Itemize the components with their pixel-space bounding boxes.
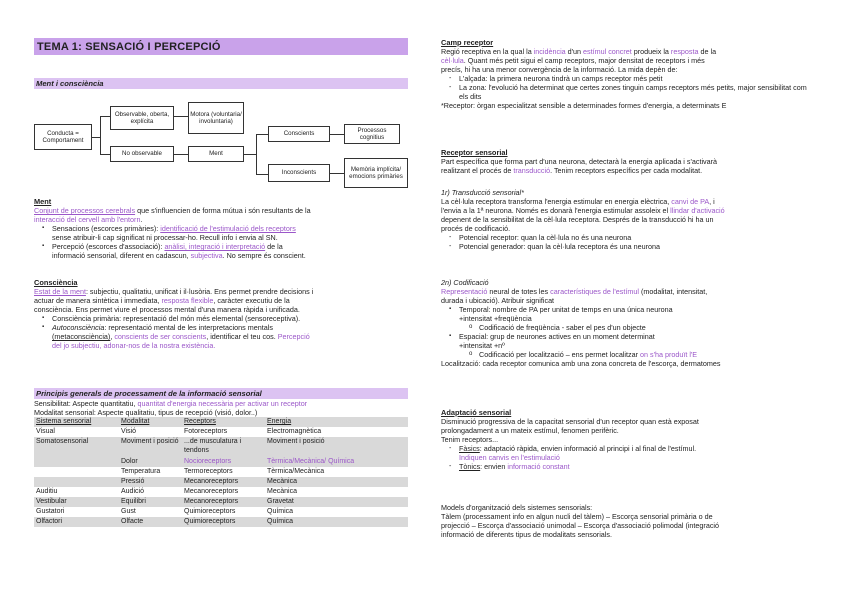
ment-intro-link: Conjunt de processos cerebrals bbox=[34, 206, 136, 215]
table-row: Somatosensorial Moviment i posició ...de musculatura i tendons Moviment i posició bbox=[34, 437, 408, 457]
modalitat-line: Modalitat sensorial: Aspecte qualitatiu, tipus de recepció (visió, dolor..) bbox=[34, 408, 258, 417]
list-item: - Potencial receptor: quan la cèl·lula no és una neurona bbox=[441, 233, 813, 242]
consciencia-text: Estat de la ment: subjectiu, qualitatiu, unificat i il·lusòria. Ens permet prendre decisions i actuar de manera sintètica i immediata, resposta flexible, caràcter executiu de la consciència. Ens permet viure el processos mental d'una manera ràpida i unificada. bbox=[34, 287, 314, 314]
section-heading-ment-consciencia bbox=[34, 78, 408, 89]
list-item: ▪ Sensacions (escorces primàries): identificació de l'estimulació dels receptors sense atribuir-li cap significat ni processar-ho. Recull info i envia al SN. bbox=[34, 224, 408, 242]
list-item: o Codificació de freqüència - saber el pes d'un objecte bbox=[441, 323, 813, 332]
consciencia-heading: Consciència bbox=[34, 278, 78, 287]
list-item: ▪ Espacial: grup de neurones actives en un moment determinat +intensitat +nº bbox=[441, 332, 813, 350]
diagram-no-observable-box: No observable bbox=[110, 146, 174, 162]
codificacio-section bbox=[441, 278, 813, 368]
adaptacio-text: Disminució progressiva de la capacitat sensorial d'un receptor quan està exposat prolongadament a un mateix estímul, fenomen perifèric. Tenim receptors... bbox=[441, 417, 699, 444]
transduccio-heading: 1r) Transducció sensorial* bbox=[441, 188, 524, 197]
list-item: ▪ Consciència primària: representació del món més elemental (sensoreceptiva). bbox=[34, 314, 408, 323]
list-item: - Fàsics: adaptació ràpida, envien informació al principi i al final de l'estímul. Indiquen canvis en l'estimulació bbox=[441, 444, 813, 462]
table-row: Visual Visió Fotoreceptors Electromagnètica bbox=[36, 428, 322, 435]
camp-note: *Receptor: òrgan especialitzat sensible a determinades formes d'energia, a determinats E bbox=[441, 101, 727, 110]
ment-section bbox=[34, 197, 408, 260]
table-header: Receptors bbox=[182, 417, 265, 427]
camp-heading: Camp receptor bbox=[441, 38, 494, 47]
conduct-diagram bbox=[34, 100, 408, 192]
table-header: Energia bbox=[265, 417, 408, 427]
localitzacio-line: Localització: cada receptor comunica amb una zona concreta de l'escorça, dermatomes bbox=[441, 359, 721, 368]
table-row: Olfactori Olfacte Quimioreceptors Química bbox=[34, 517, 408, 527]
table-row: Auditiu Audició Mecanoreceptors Mecànica bbox=[36, 488, 297, 495]
page-title: TEMA 1: SENSACIÓ I PERCEPCIÓ bbox=[34, 38, 408, 55]
list-item: - La zona: l'evolució ha determinat que certes zones tinguin camps receptors més petits, major sensibilitat com els dits bbox=[441, 83, 813, 101]
sensibilitat-line: Sensibilitat: Aspecte quantitatiu, quantitat d'energia necessària per activar un receptor bbox=[34, 399, 308, 408]
camp-text: Regió receptiva en la qual la incidència d'un estímul concret produeix la resposta de la cèl·lula. Quant més petit sigui el camp receptors, major densitat de receptors i més precís, hi ha una menor convergència de la informació. La mida depèn de: bbox=[441, 47, 717, 74]
codificacio-heading: 2n) Codificació bbox=[441, 278, 489, 287]
ment-heading: Ment bbox=[34, 197, 52, 206]
table-header: Modalitat bbox=[119, 417, 182, 427]
models-line: informació de diferents tipus de modalitats sensorials. bbox=[441, 530, 612, 539]
transduccio-section bbox=[441, 188, 813, 251]
receptor-heading: Receptor sensorial bbox=[441, 148, 508, 157]
diagram-memoria-box: Memòria implícita/ emocions primàries bbox=[344, 158, 408, 188]
table-header-row bbox=[34, 417, 408, 427]
list-item: o Codificació per localització – ens permet localitzar on s'ha produït l'E bbox=[441, 350, 813, 359]
ment-intro-link2: interacció del cervell amb l'entorn bbox=[34, 215, 141, 224]
diagram-root-box: Conducta = Comportament bbox=[34, 124, 92, 150]
ment-intro bbox=[34, 206, 408, 224]
models-line: projecció – Escorça d'associació unimodal – Escorça d'associació polimodal (integració bbox=[441, 521, 720, 530]
list-item: ▪ Temporal: nombre de PA per unitat de temps en una única neurona +intensitat +freqüència bbox=[441, 305, 813, 323]
table-row: Temperatura Termoreceptors Tèrmica/Mecànica bbox=[121, 468, 325, 475]
models-line: Models d'organització dels sistemes sensorials: bbox=[441, 503, 593, 512]
codificacio-text: Representació neural de totes les característiques de l'estímul (modalitat, intensitat, durada i ubicació). Atribuir significat bbox=[441, 287, 708, 305]
diagram-processos-box: Processos cognitius bbox=[344, 124, 400, 144]
table-header: Sistema sensorial bbox=[34, 417, 119, 427]
camp-receptor-section bbox=[441, 38, 813, 110]
diagram-observable-box: Observable, oberta, explícita bbox=[110, 106, 174, 130]
table-row: Vestibular Equilibri Mecanoreceptors Gravetat bbox=[34, 497, 408, 507]
diagram-inconscients-box: Inconscients bbox=[268, 164, 330, 182]
adaptacio-section bbox=[441, 408, 813, 471]
list-item: - L'alçada: la primera neurona tindrà un camps receptor més petit bbox=[441, 74, 813, 83]
principis-section bbox=[34, 388, 408, 417]
table-row: Gustatori Gust Quimioreceptors Química bbox=[36, 508, 294, 515]
text: . bbox=[140, 215, 143, 224]
list-item: ▪ Autoconsciència: representació mental de les interpretacions mentals (metaconsciència), conscients de ser conscients, identificar el teu cos. Percepció del jo subjectiu, adonar-nos de la nostra existència. bbox=[34, 323, 408, 350]
text: que s'influencien de forma mútua i són resultants de la bbox=[135, 206, 311, 215]
diagram-motora-box: Motora (voluntaria/ involuntaria) bbox=[188, 102, 244, 134]
consciencia-section bbox=[34, 278, 408, 350]
models-section bbox=[441, 503, 813, 539]
diagram-conscients-box: Conscients bbox=[268, 126, 330, 142]
models-line: Tàlem (processament info en algun nucli del tàlem) – Escorça sensorial primària o de bbox=[441, 512, 713, 521]
receptor-section bbox=[441, 148, 813, 175]
section-title: Ment i consciència bbox=[34, 78, 408, 89]
list-item: - Tònics: envien informació constant bbox=[441, 462, 813, 471]
transduccio-text: La cèl·lula receptora transforma l'energia estimular en energia elèctrica, canvi de PA, i l'envia a la 1ª neurona. Només es donarà l'energia estimular assoleix el llindar d'activació depenent de la sensibilitat de la cèl·lula receptora. Després de la transducció hi ha un procés de codificació. bbox=[441, 197, 725, 233]
list-item: - Potencial generador: quan la cèl·lula receptora és una neurona bbox=[441, 242, 813, 251]
sensory-table bbox=[34, 417, 408, 527]
table-row: Pressió Mecanoreceptors Mecànica bbox=[34, 477, 408, 487]
receptor-text: Part específica que forma part d'una neurona, detectarà la energia aplicada i s'activarà realitzant el procés de transducció. Tenim receptors específics per cada modalitat. bbox=[441, 157, 718, 175]
diagram-ment-box: Ment bbox=[188, 146, 244, 162]
section-title: Principis generals de processament de la informació sensorial bbox=[34, 388, 408, 399]
list-item: ▪ Percepció (escorces d'associació): anàlisi, integració i interpretació de la informació sensorial, diferent en cadascun, subjectiva. No sempre és conscient. bbox=[34, 242, 408, 260]
table-row: Dolor Nocioreceptors Tèrmica/Mecànica/ Química bbox=[34, 457, 408, 467]
adaptacio-heading: Adaptació sensorial bbox=[441, 408, 512, 417]
